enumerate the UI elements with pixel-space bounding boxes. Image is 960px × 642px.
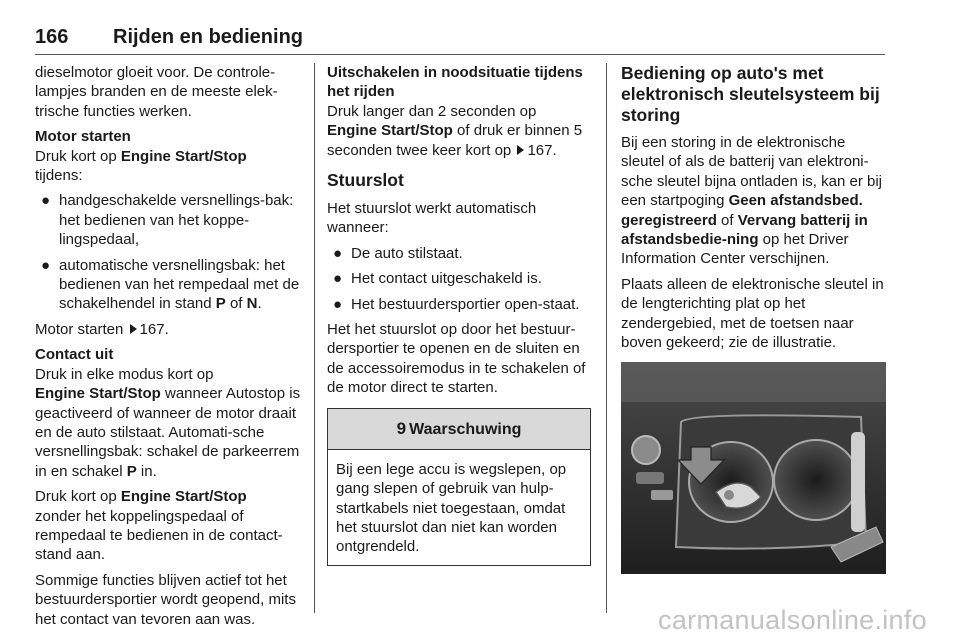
warning-body: Bij een lege accu is wegslepen, op gang slepen of gebruik van hulp-startkabels niet toegestaan, omdat het stuurslot dan niet kan worden ontgrendeld. — [336, 460, 567, 556]
list-item: ● automatische versnellingsbak: het bedienen van het rempedaal met de schakelhendel in stand P of N. — [41, 256, 300, 313]
stuurslot-outro: Het het stuurslot op door het bestuur-dersportier te openen en de sluiten en de accessoiremodus in te schakelen of de motor direct te starten. — [327, 321, 586, 397]
key-placement-illustration — [621, 362, 886, 574]
motor-starten-heading: Motor starten — [35, 128, 131, 146]
page-ref-link[interactable]: 167. — [139, 320, 169, 338]
noodsituatie-section: Uitschakelen in noodsituatie tijdens het rijden Druk langer dan 2 seconden op Engine Start/Stop of druk er binnen 5 seconden twee keer kort op 167. — [327, 63, 591, 160]
page-ref-arrow-icon — [130, 324, 137, 334]
list-item: ● handgeschakelde versnellings-bak: het bedienen van het koppe-lingspedaal, — [41, 192, 294, 249]
sleutel-storing-paragraph-2: Plaats alleen de elektronische sleutel in de lengterichting plat op het zendergebied, met de toetsen naar boven gekeerd; zie de illustratie. — [621, 275, 884, 352]
watermark: carmanualsonline.info — [658, 605, 927, 635]
list-item: ● De auto stilstaat. — [333, 244, 463, 262]
column-1 — [35, 63, 301, 635]
engine-start-stop-label: Engine Start/Stop — [120, 147, 247, 165]
warning-title-bar — [328, 409, 590, 450]
noodsituatie-heading: Uitschakelen in noodsituatie tijdens het rijden — [327, 64, 583, 101]
motor-starten-list — [35, 191, 301, 313]
sleutel-storing-heading: Bediening op auto's met elektronisch sleutelsysteem bij storing — [621, 63, 880, 125]
intro-paragraph: dieselmotor gloeit voor. De controle-lampjes branden en de meeste elek-trische functies werken. — [35, 64, 278, 120]
sleutel-storing-paragraph-1: Bij een storing in de elektronische sleutel of als de batterij van elektroni-sche sleutel bijna ontladen is, kan er bij een startpoging Geen afstandsbed. geregistreerd of Vervang batterij in afstandsbedie-ning op het Driver Information Center verschijnen. — [621, 134, 882, 268]
list-item: ● Het bestuurdersportier open-staat. — [333, 295, 580, 313]
page-title: Rijden en bediening — [113, 26, 304, 48]
contact-uit-paragraph-3: Sommige functies blijven actief tot het bestuurdersportier wordt geopend, mits het contact van tevoren aan was. — [35, 571, 296, 628]
console-photo-svg — [621, 362, 886, 574]
page-header — [35, 20, 885, 55]
page-ref-arrow-icon — [517, 145, 524, 155]
list-item: ● Het contact uitgeschakeld is. — [333, 270, 542, 288]
column-divider-1 — [314, 63, 315, 613]
contact-uit-heading: Contact uit — [35, 346, 114, 364]
motor-starten-section — [35, 127, 301, 185]
column-2 — [327, 63, 591, 566]
motor-starten-line2: tijdens: — [35, 167, 83, 185]
page-ref-link[interactable]: 167. — [527, 141, 557, 159]
warning-icon: 9 — [396, 418, 407, 438]
stuurslot-intro: Het stuurslot werkt automatisch wanneer: — [327, 200, 537, 237]
column-3 — [621, 63, 886, 574]
motor-starten-ref: Motor starten 167. — [35, 320, 169, 338]
stuurslot-heading: Stuurslot — [327, 170, 404, 191]
column-divider-2 — [606, 63, 607, 613]
stuurslot-list — [327, 244, 591, 314]
warning-box — [327, 408, 591, 566]
motor-starten-line1: Druk kort op — [35, 147, 121, 165]
warning-title: Waarschuwing — [409, 420, 522, 438]
contact-uit-section: Contact uit Druk in elke modus kort op Engine Start/Stop wanneer Autostop is geactiveerd of wanneer de motor draait en de auto stilstaat. Automati-sche versnellingsbak: schakel de parkeerrem in en schakel P in. — [35, 346, 301, 480]
contact-uit-paragraph-2: Druk kort op Engine Start/Stop zonder het koppelingspedaal of rempedaal te bedienen in de contact-stand aan. — [35, 488, 283, 564]
page-number: 166 — [35, 26, 69, 48]
